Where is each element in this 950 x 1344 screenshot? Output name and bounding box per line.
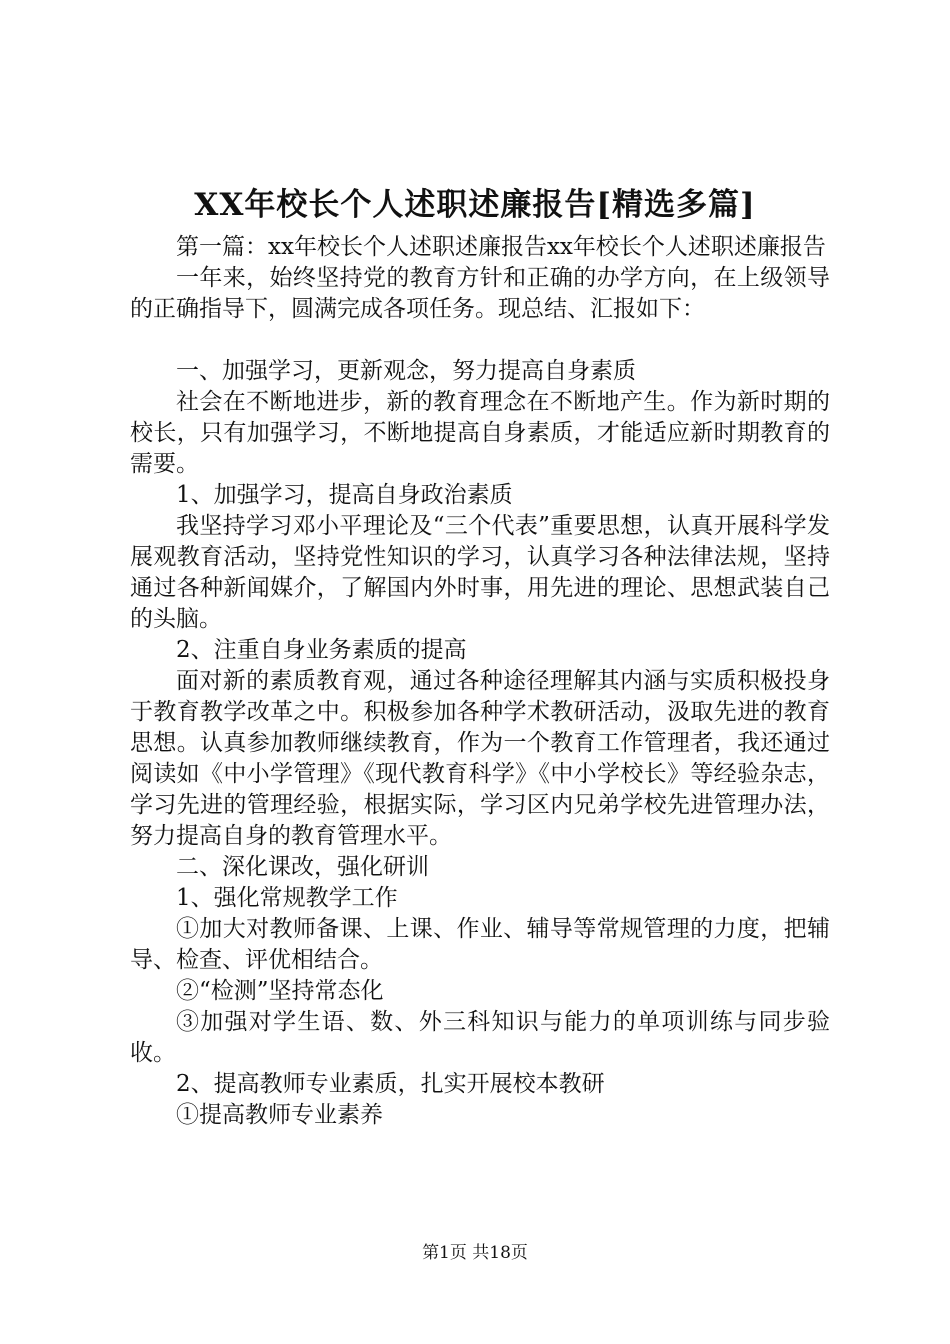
paragraph-summary: 一年来，始终坚持党的教育方针和正确的办学方向，在上级领导的正确指导下，圆满完成各项任务。现总结、汇报如下： xyxy=(130,265,830,322)
paragraph: 社会在不断地进步，新的教育理念在不断地产生。作为新时期的校长，只有加强学习，不断地提高自身素质，才能适应新时期教育的需要。 xyxy=(130,389,830,477)
list-item: ①加大对教师备课、上课、作业、辅导等常规管理的力度，把辅导、检查、评优相结合。 xyxy=(130,916,830,973)
document-title: XX年校长个人述职述廉报告[精选多篇] xyxy=(194,187,756,223)
paragraph-intro-heading: 第一篇：xx年校长个人述职述廉报告xx年校长个人述职述廉报告 xyxy=(176,234,826,260)
subsection-heading: 2、提高教师专业素质，扎实开展校本教研 xyxy=(176,1071,605,1097)
subsection-heading: 1、加强学习，提高自身政治素质 xyxy=(176,482,513,508)
paragraph: 面对新的素质教育观，通过各种途径理解其内涵与实质积极投身于教育教学改革之中。积极参加各种学术教研活动，汲取先进的教育思想。认真参加教师继续教育，作为一个教育工作管理者，我还通过阅读如《中小学管理》《现代教育科学》《中小学校长》等经验杂志，学习先进的管理经验，根据实际，学习区内兄弟学校先进管理办法，努力提高自身的教育管理水平。 xyxy=(130,668,830,849)
subsection-heading: 2、注重自身业务素质的提高 xyxy=(176,637,467,663)
page-footer: 第1页 共18页 xyxy=(422,1243,528,1263)
list-item: ②“检测”坚持常态化 xyxy=(176,978,384,1004)
section-heading-2: 二、深化课改，强化研训 xyxy=(176,854,429,880)
paragraph: 我坚持学习邓小平理论及“三个代表”重要思想，认真开展科学发展观教育活动，坚持党性知识的学习，认真学习各种法律法规，坚持通过各种新闻媒介，了解国内外时事，用先进的理论、思想武装自己的头脑。 xyxy=(130,513,830,632)
list-item: ③加强对学生语、数、外三科知识与能力的单项训练与同步验收。 xyxy=(130,1009,830,1066)
list-item: ①提高教师专业素养 xyxy=(176,1102,383,1128)
document-body xyxy=(130,232,830,1131)
subsection-heading: 1、强化常规教学工作 xyxy=(176,885,398,911)
section-heading-1: 一、加强学习，更新观念，努力提高自身素质 xyxy=(176,358,636,384)
